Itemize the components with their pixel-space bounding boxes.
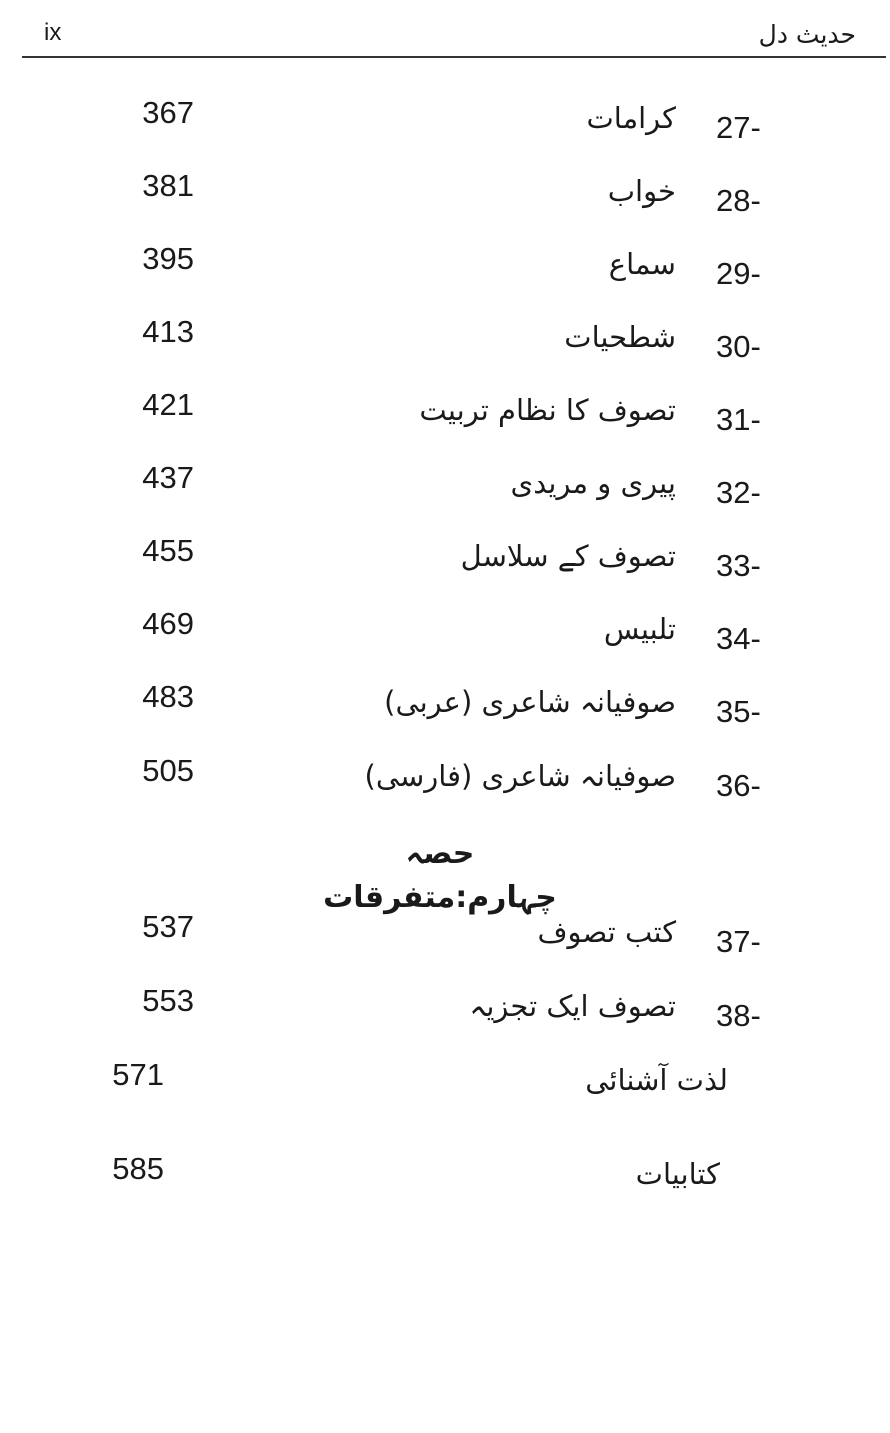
page-ref: 421	[142, 387, 194, 422]
page-number: ix	[44, 19, 62, 46]
toc-entry	[0, 909, 890, 962]
chapter-title: کرامات	[586, 101, 676, 135]
chapter-number: 34-	[716, 621, 761, 656]
section-heading: حصہ چہارم:متفرقات	[323, 836, 557, 915]
toc-entry	[0, 387, 890, 440]
toc-entry	[0, 241, 890, 294]
toc-entry	[0, 606, 890, 659]
toc-entry	[0, 983, 890, 1036]
toc-entry	[0, 1151, 890, 1204]
chapter-number: 32-	[716, 475, 761, 510]
page-ref: 367	[142, 95, 194, 130]
chapter-title: صوفیانہ شاعری (عربی)	[384, 685, 676, 719]
chapter-number: 35-	[716, 694, 761, 729]
toc-entry	[0, 753, 890, 806]
chapter-title: صوفیانہ شاعری (فارسی)	[364, 759, 676, 793]
chapter-title: خواب	[607, 174, 676, 208]
page-ref: 537	[142, 909, 194, 944]
page-ref: 505	[142, 753, 194, 788]
chapter-title: پیری و مریدی	[510, 466, 676, 500]
chapter-number: 27-	[716, 110, 761, 145]
page-ref: 469	[142, 606, 194, 641]
chapter-number: 31-	[716, 402, 761, 437]
chapter-number: 30-	[716, 329, 761, 364]
toc-entry	[0, 533, 890, 586]
page-ref: 413	[142, 314, 194, 349]
chapter-title: تصوف کا نظام تربیت	[419, 393, 676, 427]
page-ref: 395	[142, 241, 194, 276]
chapter-title: لذت آشنائی	[585, 1063, 728, 1097]
chapter-number: 29-	[716, 256, 761, 291]
chapter-title: تصوف کے سلاسل	[460, 539, 676, 573]
chapter-title: کتب تصوف	[537, 915, 676, 949]
page-ref: 381	[142, 168, 194, 203]
toc-entry	[0, 95, 890, 148]
toc-entry	[0, 168, 890, 221]
chapter-title: تلبیس	[603, 612, 676, 646]
chapter-title: تصوف ایک تجزیہ	[469, 989, 676, 1023]
toc-entry	[0, 460, 890, 513]
chapter-title: سماع	[608, 247, 676, 281]
page-ref: 585	[112, 1151, 164, 1186]
chapter-title: کتابیات	[635, 1157, 720, 1191]
page-ref: 437	[142, 460, 194, 495]
toc-entry	[0, 1057, 890, 1110]
page-ref: 553	[142, 983, 194, 1018]
chapter-number: 37-	[716, 924, 761, 959]
chapter-number: 36-	[716, 768, 761, 803]
running-title: حدیث دل	[758, 20, 856, 49]
chapter-number: 38-	[716, 998, 761, 1033]
chapter-number: 28-	[716, 183, 761, 218]
page-ref: 571	[112, 1057, 164, 1092]
chapter-title: شطحیات	[564, 320, 676, 354]
toc-entry	[0, 679, 890, 732]
page-ref: 483	[142, 679, 194, 714]
toc-entry	[0, 314, 890, 367]
chapter-number: 33-	[716, 548, 761, 583]
page-ref: 455	[142, 533, 194, 568]
